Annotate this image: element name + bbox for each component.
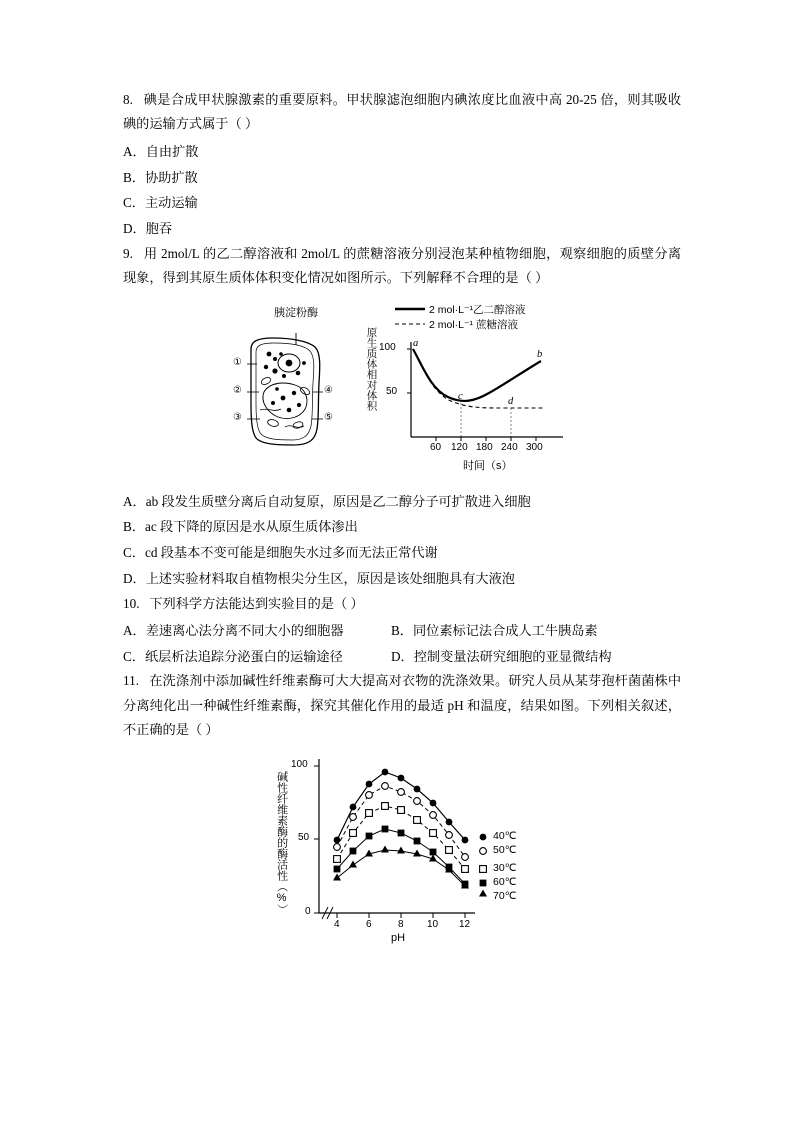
figure2-x-tick-4: 4 — [334, 918, 340, 930]
figure1-y-tick-100: 100 — [379, 341, 396, 353]
figure1-cell-label: 胰淀粉酶 — [274, 306, 318, 319]
figure1-organelle-number-5: ⑤ — [324, 411, 333, 423]
question-9-text: 用 2mol/L 的乙二醇溶液和 2mol/L 的蔗糖溶液分别浸泡某种植物细胞，观察细胞的质壁分离现象，得到其原生质体体积变化情况如图所示。下列解释不合理的是（ ） — [123, 245, 682, 286]
figure1-point-a: a — [413, 337, 419, 349]
question-11-number: 11. — [123, 673, 139, 689]
question-9 — [123, 242, 681, 592]
question-10-option-d: D．控制变量法研究细胞的亚显微结构 — [391, 648, 612, 664]
figure2-x-tick-10: 10 — [427, 918, 439, 930]
question-8-stem — [123, 88, 681, 137]
figure1-x-tick-240: 240 — [501, 441, 518, 453]
figure1-x-tick-180: 180 — [476, 441, 493, 453]
question-10-stem — [123, 592, 681, 616]
figure2-x-tick-8: 8 — [398, 918, 404, 930]
figure1-x-tick-300: 300 — [526, 441, 543, 453]
figure1-organelle-number-1: ① — [233, 356, 242, 368]
question-11 — [123, 669, 681, 950]
figure1-organelle-number-3: ③ — [233, 411, 242, 423]
figure2-x-tick-12: 12 — [459, 918, 471, 930]
question-8-option-c: C．主动运输 — [123, 195, 198, 211]
question-8-text: 碘是合成甲状腺激素的重要原料。甲状腺滤泡细胞内碘浓度比血液中高 20-25 倍，则其吸收碘的运输方式属于（ ） — [123, 92, 682, 132]
question-8-number: 8. — [123, 92, 133, 107]
question-10-option-a: A．差速离心法分离不同大小的细胞器 — [123, 622, 344, 638]
question-9-number: 9. — [123, 245, 133, 261]
figure-enzyme-activity — [123, 751, 681, 951]
question-10-text: 下列科学方法能达到实验目的是（ ） — [149, 595, 364, 611]
question-10-options-row-2 — [123, 644, 681, 670]
question-9-stem — [123, 242, 681, 291]
figure2-legend-item-50c: 50℃ — [493, 843, 517, 856]
figure1-legend-item-2: 2 mol·L⁻¹ 蔗糖溶液 — [429, 318, 518, 331]
figure1-point-d: d — [508, 395, 514, 407]
figure2-y-tick-100: 100 — [291, 758, 308, 770]
figure1-x-tick-120: 120 — [451, 441, 468, 453]
figure2-x-tick-6: 6 — [366, 918, 372, 930]
figure2-legend-item-70c: 70℃ — [493, 889, 517, 902]
figure2-legend-item-30c: 30℃ — [493, 861, 517, 874]
question-9-option-a: A．ab 段发生质壁分离后自动复原，原因是乙二醇分子可扩散进入细胞 — [123, 493, 531, 509]
question-10 — [123, 592, 681, 670]
question-8-option-d: D．胞吞 — [123, 221, 173, 237]
figure1-x-axis-title: 时间（s） — [463, 459, 513, 472]
figure2-y-tick-50: 50 — [298, 831, 310, 843]
question-11-stem — [123, 669, 681, 742]
figure1-y-axis-title: 原生质体相对体积 — [365, 326, 378, 411]
question-8-option-b: B．协助扩散 — [123, 169, 198, 185]
figure1-legend-item-1: 2 mol·L⁻¹乙二醇溶液 — [429, 303, 526, 316]
question-10-options-row-1 — [123, 618, 681, 644]
figure2-y-tick-0: 0 — [305, 905, 311, 917]
figure1-organelle-number-2: ② — [233, 384, 242, 396]
figure1-point-b: b — [537, 348, 543, 360]
figure2-legend-item-60c: 60℃ — [493, 875, 517, 888]
question-8 — [123, 88, 681, 242]
figure-plasmolysis — [123, 297, 681, 477]
figure2-x-axis-title: pH — [391, 931, 406, 944]
question-9-option-c: C．cd 段基本不变可能是细胞失水过多而无法正常代谢 — [123, 545, 438, 561]
figure1-plot — [123, 297, 681, 477]
question-11-text: 在洗涤剂中添加碱性纤维素酶可大大提高对衣物的洗涤效果。研究人员从某芽孢杆菌菌株中分离纯化出一种碱性纤维素酶，探究其催化作用的最适 pH 和温度，结果如图。下列相关叙述，不正确的是（ ） — [123, 673, 682, 738]
question-8-option-a: A．自由扩散 — [123, 143, 199, 159]
figure1-organelle-number-4: ④ — [324, 384, 333, 396]
figure2-legend-item-40c: 40℃ — [493, 829, 517, 842]
figure2-y-axis-title: 碱性纤维素酶的酶活性（%） — [275, 770, 288, 915]
question-10-option-b: B．同位素标记法合成人工牛胰岛素 — [391, 622, 598, 638]
question-9-option-d: D．上述实验材料取自植物根尖分生区，原因是该处细胞具有大液泡 — [123, 570, 515, 586]
exam-content — [123, 88, 681, 963]
figure1-x-tick-60: 60 — [430, 441, 442, 453]
question-9-option-b: B．ac 段下降的原因是水从原生质体渗出 — [123, 519, 358, 535]
figure1-point-c: c — [458, 390, 463, 402]
question-10-option-c: C．纸层析法追踪分泌蛋白的运输途径 — [123, 648, 343, 664]
figure1-y-tick-50: 50 — [386, 385, 398, 397]
question-10-number: 10. — [123, 595, 140, 611]
